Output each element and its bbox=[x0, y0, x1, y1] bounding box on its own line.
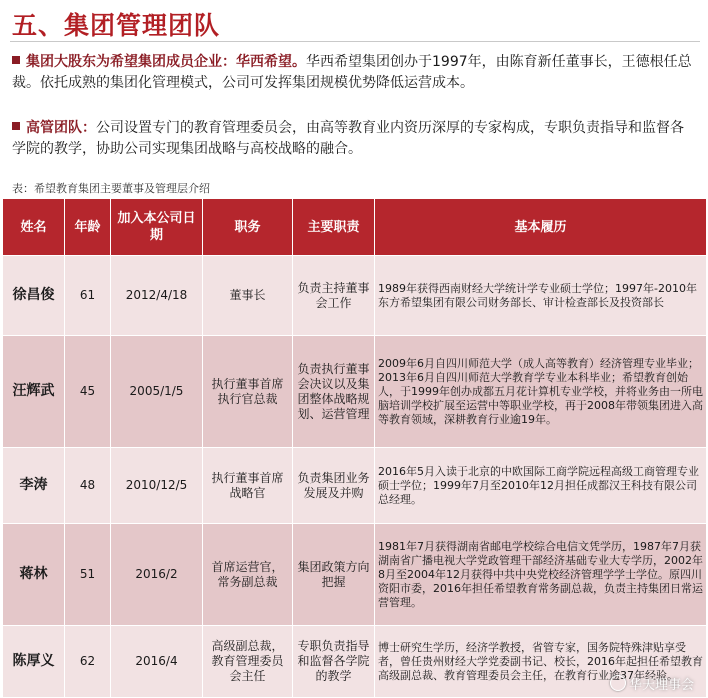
table-row bbox=[3, 524, 707, 626]
header-join-date: 加入本公司日期 bbox=[111, 199, 203, 256]
cell-position: 执行董事首席执行官总裁 bbox=[203, 336, 293, 448]
cell-duty: 负责主持董事会工作 bbox=[293, 256, 375, 336]
header-resume: 基本履历 bbox=[375, 199, 707, 256]
cell-resume: 1989年获得西南财经大学统计学专业硕士学位；1997年-2010年东方希望集团有限公司财务部长、审计检查部长及投资部长 bbox=[375, 256, 707, 336]
bullet-shareholder bbox=[12, 52, 696, 94]
header-name: 姓名 bbox=[3, 199, 65, 256]
header-age: 年龄 bbox=[65, 199, 111, 256]
cell-position: 董事长 bbox=[203, 256, 293, 336]
cell-duty: 负责集团业务发展及并购 bbox=[293, 448, 375, 524]
cell-position: 首席运营官，常务副总裁 bbox=[203, 524, 293, 626]
watermark bbox=[610, 674, 694, 693]
cell-resume: 2009年6月自四川师范大学（成人高等教育）经济管理专业毕业；2013年6月自四川师范大学教育学专业本科毕业；希望教育创始人，于1999年创办成都五月花计算机专业学校，并将业务由一所电脑培训学校扩展至运营中等职业学校，再于2008年带领集团进入高等教育领域，深耕教育行业逾19年。 bbox=[375, 336, 707, 448]
cell-duty: 集团政策方向把握 bbox=[293, 524, 375, 626]
cell-resume: 博士研究生学历，经济学教授，省管专家，国务院特殊津贴享受者，曾任贵州财经大学党委副书记、校长，2016年起担任希望教育高级副总裁、教育管理委员会主任，在教育行业逾37年经验。 bbox=[375, 626, 707, 698]
bullet-text: 公司设置专门的教育管理委员会，由高等教育业内资历深厚的专家构成，专职负责指导和监督各学院的教学，协助公司实现集团战略与高校战略的融合。 bbox=[12, 120, 684, 157]
header-position: 职务 bbox=[203, 199, 293, 256]
bullet-key: 高管团队： bbox=[26, 120, 96, 136]
watermark-text: 华天理事会 bbox=[628, 678, 694, 693]
cell-position: 执行董事首席战略官 bbox=[203, 448, 293, 524]
cell-age: 61 bbox=[65, 256, 111, 336]
cell-join-date: 2005/1/5 bbox=[111, 336, 203, 448]
cell-name: 陈厚义 bbox=[3, 626, 65, 698]
table-caption: 表：希望教育集团主要董事及管理层介绍 bbox=[12, 182, 210, 195]
cell-age: 62 bbox=[65, 626, 111, 698]
title-divider bbox=[10, 41, 700, 42]
cell-position: 高级副总裁，教育管理委员会主任 bbox=[203, 626, 293, 698]
table-row bbox=[3, 256, 707, 336]
table-header-row bbox=[3, 199, 707, 256]
bullet-management bbox=[12, 118, 696, 160]
bullet-square-icon bbox=[12, 56, 20, 64]
page-title: 五、集团管理团队 bbox=[12, 11, 221, 40]
table-row bbox=[3, 336, 707, 448]
cell-join-date: 2016/4 bbox=[111, 626, 203, 698]
cell-duty: 专职负责指导和监督各学院的教学 bbox=[293, 626, 375, 698]
bullet-key: 集团大股东为希望集团成员企业：华西希望。 bbox=[26, 54, 306, 70]
cell-join-date: 2012/4/18 bbox=[111, 256, 203, 336]
cell-resume: 1981年7月获得湖南省邮电学校综合电信文凭学历，1987年7月获湖南省广播电视大学党政管理干部经济基础专业大专学历，2002年8月至2004年12月获得中共中央党校经济管理学学士学位。原四川资阳市委，2016年担任希望教育常务副总裁，负责主持集团日常运营管理。 bbox=[375, 524, 707, 626]
wechat-logo-icon bbox=[610, 675, 626, 691]
cell-name: 李涛 bbox=[3, 448, 65, 524]
header-duty: 主要职责 bbox=[293, 199, 375, 256]
management-table bbox=[2, 198, 707, 698]
table-row bbox=[3, 626, 707, 698]
cell-age: 48 bbox=[65, 448, 111, 524]
bullet-square-icon bbox=[12, 122, 20, 130]
cell-age: 45 bbox=[65, 336, 111, 448]
cell-age: 51 bbox=[65, 524, 111, 626]
cell-duty: 负责执行董事会决议以及集团整体战略规划、运营管理 bbox=[293, 336, 375, 448]
cell-name: 汪辉武 bbox=[3, 336, 65, 448]
table-row bbox=[3, 448, 707, 524]
cell-name: 蒋林 bbox=[3, 524, 65, 626]
cell-name: 徐昌俊 bbox=[3, 256, 65, 336]
cell-resume: 2016年5月入读于北京的中欧国际工商学院远程高级工商管理专业硕士学位；1999年7月至2010年12月担任成都汉王科技有限公司总经理。 bbox=[375, 448, 707, 524]
cell-join-date: 2010/12/5 bbox=[111, 448, 203, 524]
cell-join-date: 2016/2 bbox=[111, 524, 203, 626]
bullet-text: 华西希望集团创办于1997年，由陈育新任董事长，王德根任总裁。依托成熟的集团化管理模式，公司可发挥集团规模优势降低运营成本。 bbox=[12, 54, 692, 91]
